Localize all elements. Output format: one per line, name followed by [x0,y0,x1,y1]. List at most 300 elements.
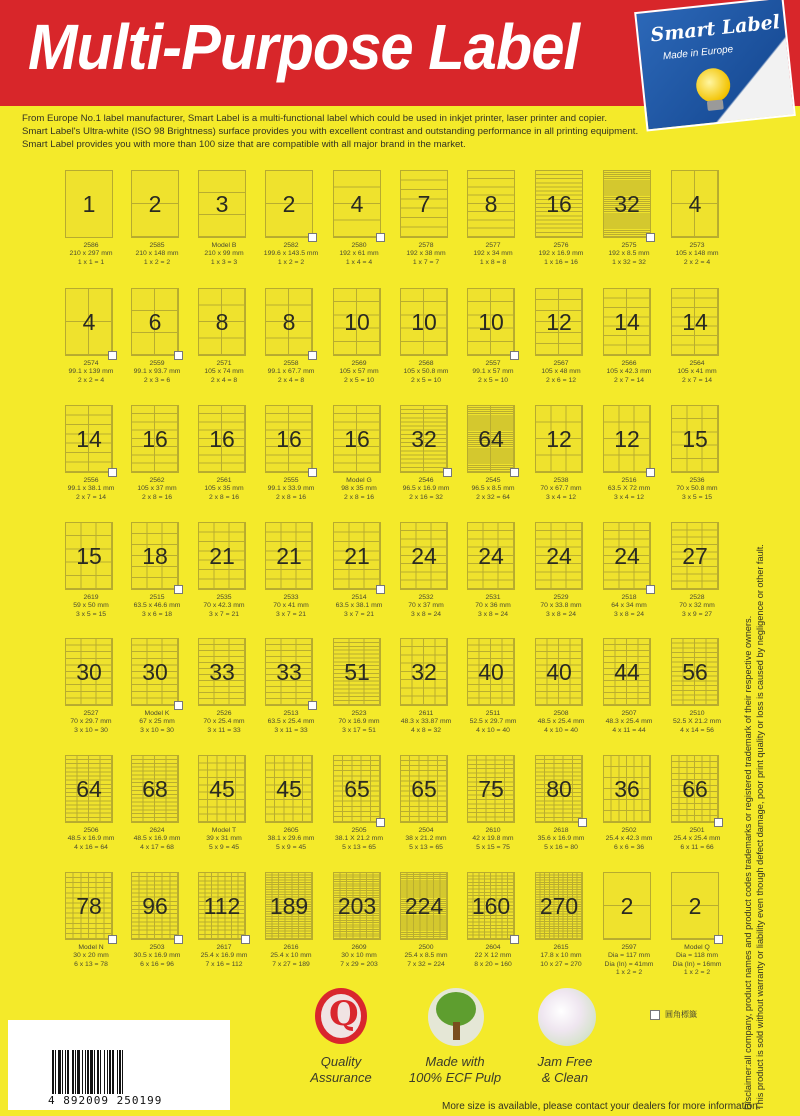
label-size: 38.1 x 29.6 mm [267,835,315,843]
label-layout: 2 x 5 = 10 [343,376,375,384]
label-sheet-item [528,170,594,280]
label-sheet-diagram [603,288,651,356]
label-sheet-item [664,170,730,280]
label-code: 2564 [689,360,705,367]
label-code: 2568 [418,360,434,367]
label-sheet-item [460,405,526,515]
label-size: 99.1 x 57 mm [472,368,514,376]
label-size: 99.1 x 33.9 mm [267,485,315,493]
label-layout: 2 x 8 = 16 [141,493,173,501]
label-sheet-diagram [603,405,651,473]
label-sheet-item [258,872,324,982]
label-size: 70 x 36 mm [475,602,511,610]
rounded-corner-icon [108,351,117,360]
label-sheet-diagram [333,872,381,940]
label-sheet-diagram [603,638,651,706]
label-size: 96.5 x 8.5 mm [471,485,515,493]
label-sheet-diagram [467,288,515,356]
rounded-corner-icon [510,468,519,477]
label-sheet-item [664,638,730,748]
label-sheet-diagram [400,170,448,238]
label-sheet-item [596,872,662,982]
label-size: 63.5 x 38.1 mm [335,602,383,610]
label-layout: 5 x 9 = 45 [275,843,307,851]
label-count: 15 [76,542,102,569]
label-sheet-diagram [400,288,448,356]
label-size: 64 x 34 mm [611,602,647,610]
label-sheet-diagram [198,872,246,940]
label-count: 44 [614,658,640,685]
label-layout: 2 x 4 = 8 [210,376,238,384]
rounded-corner-icon [650,1010,660,1020]
label-sheet-diagram [535,638,583,706]
rounded-corner-icon [510,351,519,360]
label-count: 33 [276,658,302,685]
label-sheet-item [528,288,594,398]
label-code: 2545 [485,477,501,484]
label-sheet-diagram [671,170,719,238]
label-sheet-item [393,170,459,280]
label-sheet-diagram [265,755,313,823]
label-size: 210 x 99 mm [204,250,244,258]
label-sheet-diagram [671,288,719,356]
label-size: 63.5 x 46.6 mm [133,602,181,610]
rounded-corner-icon [308,233,317,242]
label-layout: 2 x 7 = 14 [681,376,713,384]
label-count: 24 [614,542,640,569]
label-sheet-diagram [333,638,381,706]
label-code: 2555 [283,477,299,484]
label-sheet-item [664,405,730,515]
label-count: 45 [276,775,302,802]
label-count: 189 [269,892,309,919]
label-sheet-diagram [671,872,719,940]
label-layout2: 1 x 2 = 2 [615,969,643,977]
label-count: 96 [142,892,168,919]
label-count: 18 [142,542,168,569]
label-code: 2615 [553,944,569,951]
label-sheet-diagram [535,288,583,356]
label-sheet-diagram [671,638,719,706]
label-sheet-item [258,638,324,748]
label-layout: 5 x 13 = 65 [342,843,376,851]
label-count: 21 [209,542,235,569]
label-sheet-item [664,872,730,982]
label-sheet-diagram [198,522,246,590]
label-count: 16 [209,425,235,452]
label-count: 66 [682,775,708,802]
label-sheet-item [58,872,124,982]
label-sheet-item [393,755,459,865]
label-code: Model B [211,242,237,249]
jam-icon [538,988,596,1046]
label-sheet-item [58,288,124,398]
label-code: 2528 [689,594,705,601]
label-code: 2523 [351,710,367,717]
label-sheet-diagram [333,170,381,238]
label-count: 24 [546,542,572,569]
label-size: 48.5 x 16.9 mm [133,835,181,843]
label-count: 14 [682,308,708,335]
label-sheet-item [124,755,190,865]
label-size: 192 x 34 mm [473,250,513,258]
label-size: 70 x 50.8 mm [676,485,718,493]
label-size: 25.4 x 16.9 mm [200,952,248,960]
label-count: 30 [142,658,168,685]
label-code: 2624 [149,827,165,834]
label-size: 25.4 x 10 mm [270,952,312,960]
label-size: 192 x 38 mm [406,250,446,258]
label-size: 70 x 32 mm [679,602,715,610]
label-sheet-item [393,638,459,748]
label-sheet-item [460,170,526,280]
label-sheet-item [191,288,257,398]
label-sheet-diagram [131,638,179,706]
label-size: Dia = 117 mm [608,952,650,960]
label-sheet-diagram [333,755,381,823]
label-sheet-item [528,872,594,982]
barcode-digits: 4 892009 250199 [48,1094,163,1107]
label-code: 2557 [485,360,501,367]
label-size: 99.1 x 67.7 mm [267,368,315,376]
label-size: 17.8 x 10 mm [540,952,582,960]
label-layout: 8 x 20 = 160 [474,960,512,968]
label-layout: 1 x 32 = 32 [612,258,646,266]
label-sheet-item [393,288,459,398]
badge-line: 100% ECF Pulp [408,1070,502,1085]
label-sheet-diagram [400,405,448,473]
label-count: 1 [82,190,96,217]
logo-subtitle: Made in Europe [662,44,734,63]
rounded-corner-icon [578,818,587,827]
disclaimer-line: This product is sold without warranty or liability even though defect damage, poor print quality or loss is caused by negligence or other fault. [755,544,765,1110]
badge-line: Assurance [310,1070,372,1085]
rounded-corner-icon [174,935,183,944]
label-sheet-item [596,288,662,398]
label-count: 36 [614,775,640,802]
label-sheet-diagram [603,872,651,940]
label-count: 224 [404,892,444,919]
label-sheet-item [258,522,324,632]
badge-line: Quality [320,1054,362,1069]
label-count: 65 [411,775,437,802]
label-sheet-diagram [198,638,246,706]
label-layout: 3 x 11 = 33 [207,726,241,734]
label-layout: 2 x 32 = 64 [476,493,510,501]
label-sheet-diagram [131,755,179,823]
label-sheet-diagram [603,522,651,590]
label-code: 2571 [216,360,232,367]
label-layout: 2 x 8 = 16 [343,493,375,501]
label-sheet-item [258,170,324,280]
barcode-panel [8,1020,230,1110]
label-sheet-item [124,638,190,748]
label-code: 2562 [149,477,165,484]
label-layout: 6 x 6 = 36 [613,843,645,851]
label-layout: 3 x 7 = 21 [208,610,240,618]
label-size: 52.5 x 29.7 mm [469,718,517,726]
label-sheet-diagram [65,522,113,590]
label-sheet-diagram [265,638,313,706]
label-code: 2503 [149,944,165,951]
label-count: 112 [203,892,241,919]
label-layout: 3 x 5 = 15 [75,610,107,618]
label-sheet-item [124,288,190,398]
label-layout: 5 x 13 = 65 [409,843,443,851]
label-sheet-diagram [467,872,515,940]
disclaimer [742,544,786,1110]
label-layout2: 1 x 2 = 2 [683,969,711,977]
label-code: 2561 [216,477,232,484]
label-sheet-diagram [333,405,381,473]
label-code: 2580 [351,242,367,249]
label-count: 203 [337,892,377,919]
label-layout: 4 x 8 = 32 [410,726,442,734]
label-size: 105 x 74 mm [204,368,244,376]
label-size: 98 x 35 mm [341,485,377,493]
label-sheet-diagram [65,288,113,356]
label-code: 2527 [83,710,99,717]
label-sheet-item [393,405,459,515]
label-sheet-diagram [265,405,313,473]
label-count: 21 [344,542,370,569]
label-sheet-item [191,872,257,982]
label-count: 2 [688,892,702,919]
label-size: 105 x 48 mm [541,368,581,376]
label-sheet-item [58,405,124,515]
rounded-corner-icon [174,351,183,360]
rounded-corner-icon [714,818,723,827]
label-sheet-diagram [131,522,179,590]
label-sheet-item [664,288,730,398]
label-sheet-diagram [603,170,651,238]
label-size: 70 x 42.3 mm [203,602,245,610]
label-layout: 2 x 2 = 4 [77,376,105,384]
legend-text: 圓角標籤 [665,1010,697,1019]
label-code: 2516 [621,477,637,484]
label-sheet-diagram [131,170,179,238]
label-code: 2578 [418,242,434,249]
label-layout: 4 x 14 = 56 [680,726,714,734]
label-size: 39 x 31 mm [206,835,242,843]
label-count: 2 [620,892,634,919]
label-size: 105 x 57 mm [339,368,379,376]
label-layout: 1 x 1 = 1 [77,258,105,266]
label-code: 2513 [283,710,299,717]
badge-line: Made with [425,1054,485,1069]
label-code: 2502 [621,827,637,834]
label-sheet-item [326,638,392,748]
label-size: 105 x 148 mm [675,250,719,258]
label-sheet-diagram [467,638,515,706]
label-sheet-diagram [131,405,179,473]
label-sheet-item [58,755,124,865]
label-code: 2504 [418,827,434,834]
label-count: 160 [471,892,511,919]
label-layout: 2 x 6 = 12 [545,376,577,384]
label-code: 2616 [283,944,299,951]
label-count: 12 [546,308,572,335]
label-count: 56 [682,658,708,685]
label-sheet-diagram [671,405,719,473]
label-code: 2532 [418,594,434,601]
rounded-corner-icon [108,935,117,944]
label-count: 2 [282,190,296,217]
label-count: 15 [682,425,708,452]
label-count: 24 [411,542,437,569]
label-count: 14 [76,425,102,452]
label-sheet-diagram [467,522,515,590]
label-count: 10 [344,308,370,335]
label-sheet-diagram [198,405,246,473]
label-sheet-diagram [671,522,719,590]
label-count: 4 [350,190,364,217]
label-sheet-diagram [265,872,313,940]
label-count: 6 [148,308,162,335]
label-layout: 7 x 16 = 112 [205,960,243,968]
tree-icon [428,988,484,1046]
label-code: 2577 [485,242,501,249]
disclaimer-line: Disclaimer:all company, product names and product codes trademarks or registered trademark of their respective owners. [743,615,753,1110]
label-layout: 3 x 10 = 30 [74,726,108,734]
label-count: 14 [614,308,640,335]
label-layout: 3 x 7 = 21 [343,610,375,618]
label-sheet-item [258,755,324,865]
label-code: 2610 [485,827,501,834]
rounded-corner-icon [646,585,655,594]
intro-line: Smart Label provides you with more than 100 size that are compatible with all major brand in the market. [22,139,466,150]
label-sheet-item [191,170,257,280]
label-size: 22 X 12 mm [474,952,512,960]
label-sheet-item [596,755,662,865]
label-count: 8 [282,308,296,335]
label-size: 63.5 x 25.4 mm [267,718,315,726]
label-layout: 3 x 6 = 18 [141,610,173,618]
label-sheet-item [191,405,257,515]
label-count: 24 [478,542,504,569]
label-layout: 5 x 16 = 80 [544,843,578,851]
label-layout: 3 x 8 = 24 [545,610,577,618]
label-sheet-item [528,755,594,865]
label-layout: 1 x 4 = 4 [345,258,373,266]
label-layout: 1 x 2 = 2 [143,258,171,266]
label-sheet-item [528,638,594,748]
label-count: 65 [344,775,370,802]
label-sheet-item [528,405,594,515]
label-code: 2535 [216,594,232,601]
rounded-corner-icon [646,233,655,242]
label-count: 10 [478,308,504,335]
label-sheet-diagram [265,522,313,590]
label-layout: 2 x 7 = 14 [613,376,645,384]
label-size: 42 x 19.8 mm [472,835,514,843]
label-layout: 4 x 11 = 44 [612,726,646,734]
label-size: 105 x 35 mm [204,485,244,493]
label-code: 2576 [553,242,569,249]
label-count: 75 [478,775,504,802]
label-layout: 7 x 27 = 189 [272,960,310,968]
label-sheet-item [191,638,257,748]
label-layout: 5 x 15 = 75 [476,843,510,851]
label-layout: 2 x 8 = 16 [275,493,307,501]
label-spec [656,710,738,735]
label-count: 10 [411,308,437,335]
label-layout: 3 x 4 = 12 [545,493,577,501]
label-sheet-diagram [400,638,448,706]
label-code: 2500 [418,944,434,951]
quality-icon [315,988,367,1044]
label-size: 48.3 x 33.87 mm [400,718,452,726]
label-code: 2536 [689,477,705,484]
rounded-corner-icon [376,233,385,242]
label-code: 2569 [351,360,367,367]
label-size: 210 x 297 mm [69,250,113,258]
label-sheet-item [326,755,392,865]
label-size: 99.1 x 139 mm [68,368,114,376]
rounded-corner-icon [376,585,385,594]
label-sheet-item [326,872,392,982]
label-sheet-diagram [400,522,448,590]
label-layout: 4 x 10 = 40 [544,726,578,734]
label-size: 35.6 x 16.9 mm [537,835,585,843]
label-layout: 3 x 8 = 24 [477,610,509,618]
rounded-corner-icon [714,935,723,944]
label-count: 4 [688,190,702,217]
label-layout: 2 x 8 = 16 [208,493,240,501]
label-layout: 2 x 5 = 10 [410,376,442,384]
label-sheet-item [460,288,526,398]
label-sheet-item [191,755,257,865]
rounded-corner-icon [510,935,519,944]
label-sheet-diagram [333,288,381,356]
label-layout: 4 x 16 = 64 [74,843,108,851]
label-layout: 7 x 32 = 224 [407,960,445,968]
label-layout: 5 x 9 = 45 [208,843,240,851]
label-layout: 1 x 2 = 2 [277,258,305,266]
label-layout: 3 x 10 = 30 [140,726,174,734]
label-code: Model Q [684,944,710,951]
label-sheet-diagram [265,170,313,238]
label-layout: 10 x 27 = 270 [540,960,582,968]
label-sheet-item [460,872,526,982]
label-count: 16 [546,190,572,217]
label-count: 45 [209,775,235,802]
label-sheet-diagram [333,522,381,590]
label-sheet-item [326,405,392,515]
label-code: 2567 [553,360,569,367]
label-layout: 2 x 7 = 14 [75,493,107,501]
label-count: 2 [148,190,162,217]
label-count: 16 [344,425,370,452]
label-count: 30 [76,658,102,685]
label-sheet-item [393,522,459,632]
label-sheet-item [124,872,190,982]
label-spec [656,827,738,852]
label-code: Model G [346,477,372,484]
label-size: 192 x 8.5 mm [608,250,650,258]
label-count: 68 [142,775,168,802]
label-sheet-diagram [467,170,515,238]
label-size: 192 x 61 mm [339,250,379,258]
label-sheet-item [326,170,392,280]
label-code: 2511 [485,710,501,717]
label-code: 2514 [351,594,367,601]
label-code: 2575 [621,242,637,249]
footer-note: More size is available, please contact your dealers for more information. [442,1101,761,1112]
label-layout: 6 x 16 = 96 [140,960,174,968]
label-sheet-diagram [198,170,246,238]
label-count: 7 [417,190,431,217]
